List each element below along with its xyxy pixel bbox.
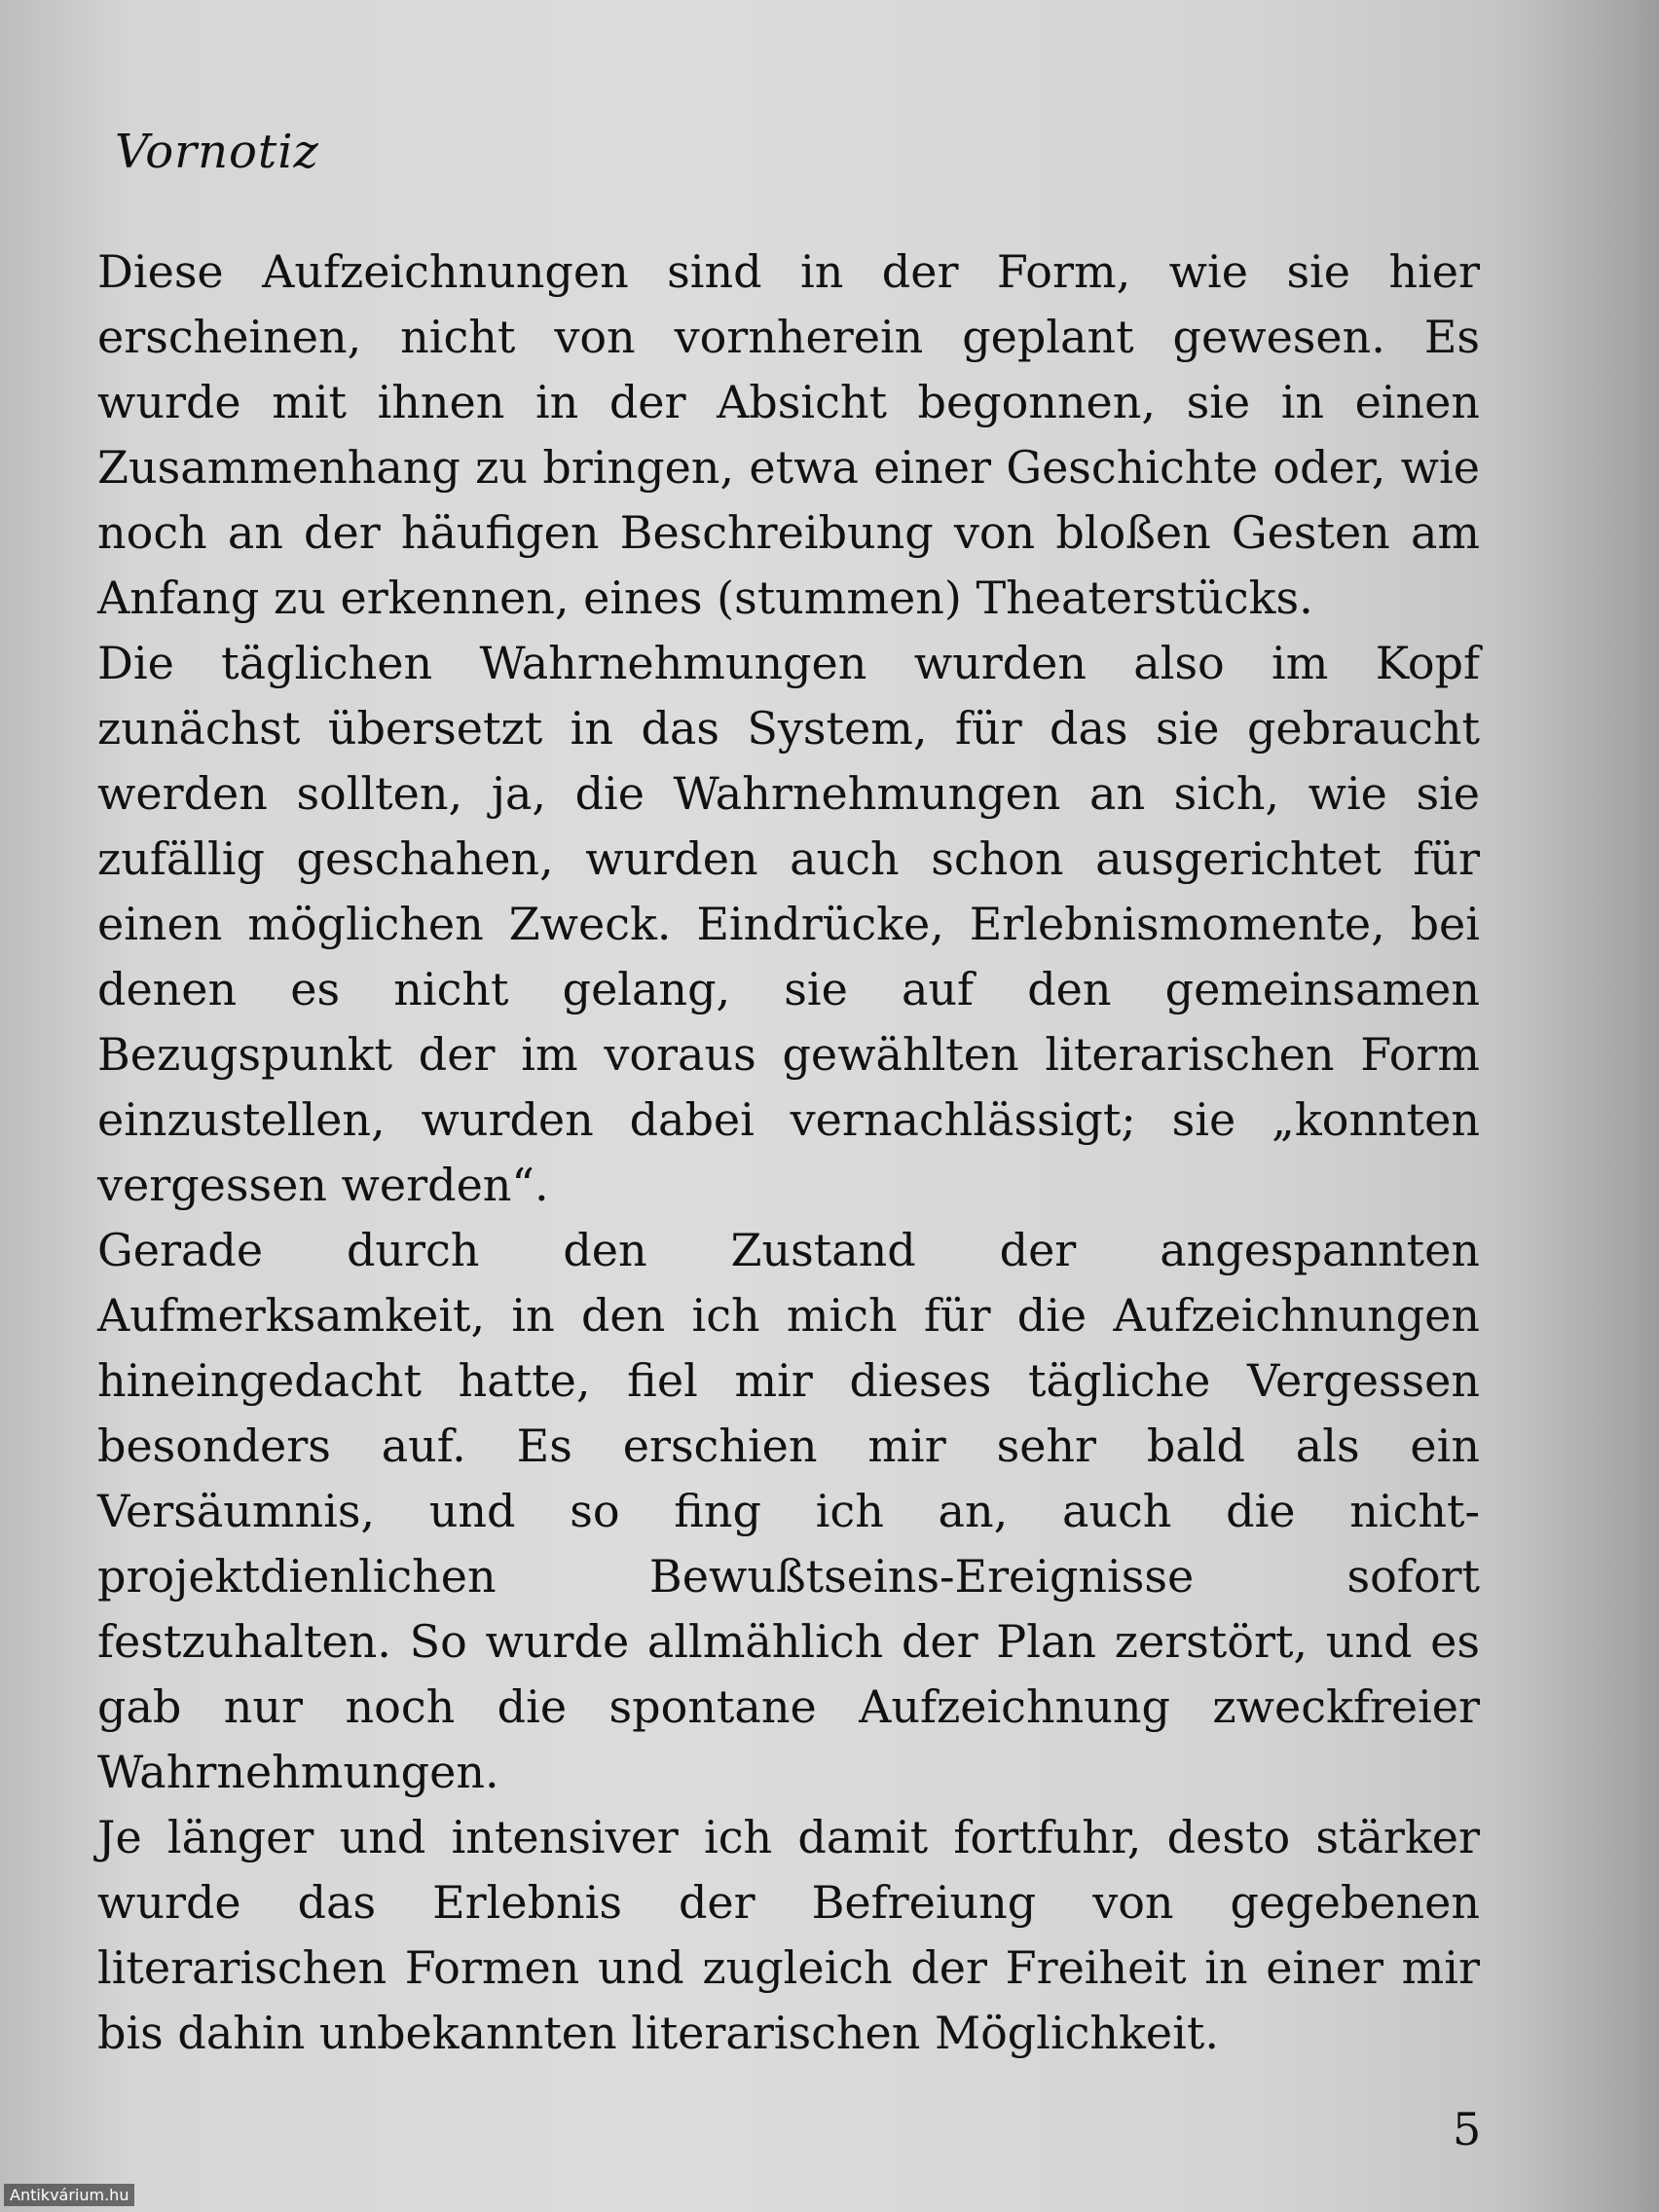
paragraph: Diese Aufzeichnungen sind in der Form, wie sie hier erscheinen, nicht von vornherein geplant gewesen. Es wurde mit ihnen in der Absicht begonnen, sie in einen Zusammenhang zu bringen, etwa einer Geschichte oder, wie noch an der häufigen Beschreibung von bloßen Gesten am Anfang zu erkennen, eines (stummen) Theaterstücks. [97,245,1480,624]
page-shadow [1484,0,1659,2212]
watermark: Antikvárium.hu [4,2184,134,2206]
paragraph: Gerade durch den Zustand der angespannten Aufmerksamkeit, in den ich mich für die Aufzeichnungen hineingedacht hatte, fiel mir dieses tägliche Vergessen besonders auf. Es erschien mir sehr bald als ein Versäumnis, und so fing ich an, auch die nicht-projektdienlichen Bewußtseins-Ereignisse sofort festzuhalten. So wurde allmählich der Plan zerstört, und es gab nur noch die spontane Aufzeichnung zweckfreier Wahrnehmungen. [97,1224,1480,1798]
page-number: 5 [1453,2103,1482,2156]
body-text [97,240,1480,2066]
paragraph: Die täglichen Wahrnehmungen wurden also im Kopf zunächst übersetzt in das System, für das sie gebraucht werden sollten, ja, die Wahrnehmungen an sich, wie sie zufällig geschahen, wurden auch schon ausgerichtet für einen möglichen Zweck. Eindrücke, Erlebnismomente, bei denen es nicht gelang, sie auf den gemeinsamen Bezugspunkt der im voraus gewählten literarischen Form einzustellen, wurden dabei vernachlässigt; sie „konnten vergessen werden“. [97,637,1480,1211]
paragraph: Je länger und intensiver ich damit fortfuhr, desto stärker wurde das Erlebnis der Befreiung von gegebenen literarischen Formen und zugleich der Freiheit in einer mir bis dahin unbekannten literarischen Möglichkeit. [97,1811,1480,2059]
section-heading: Vornotiz [115,125,319,179]
